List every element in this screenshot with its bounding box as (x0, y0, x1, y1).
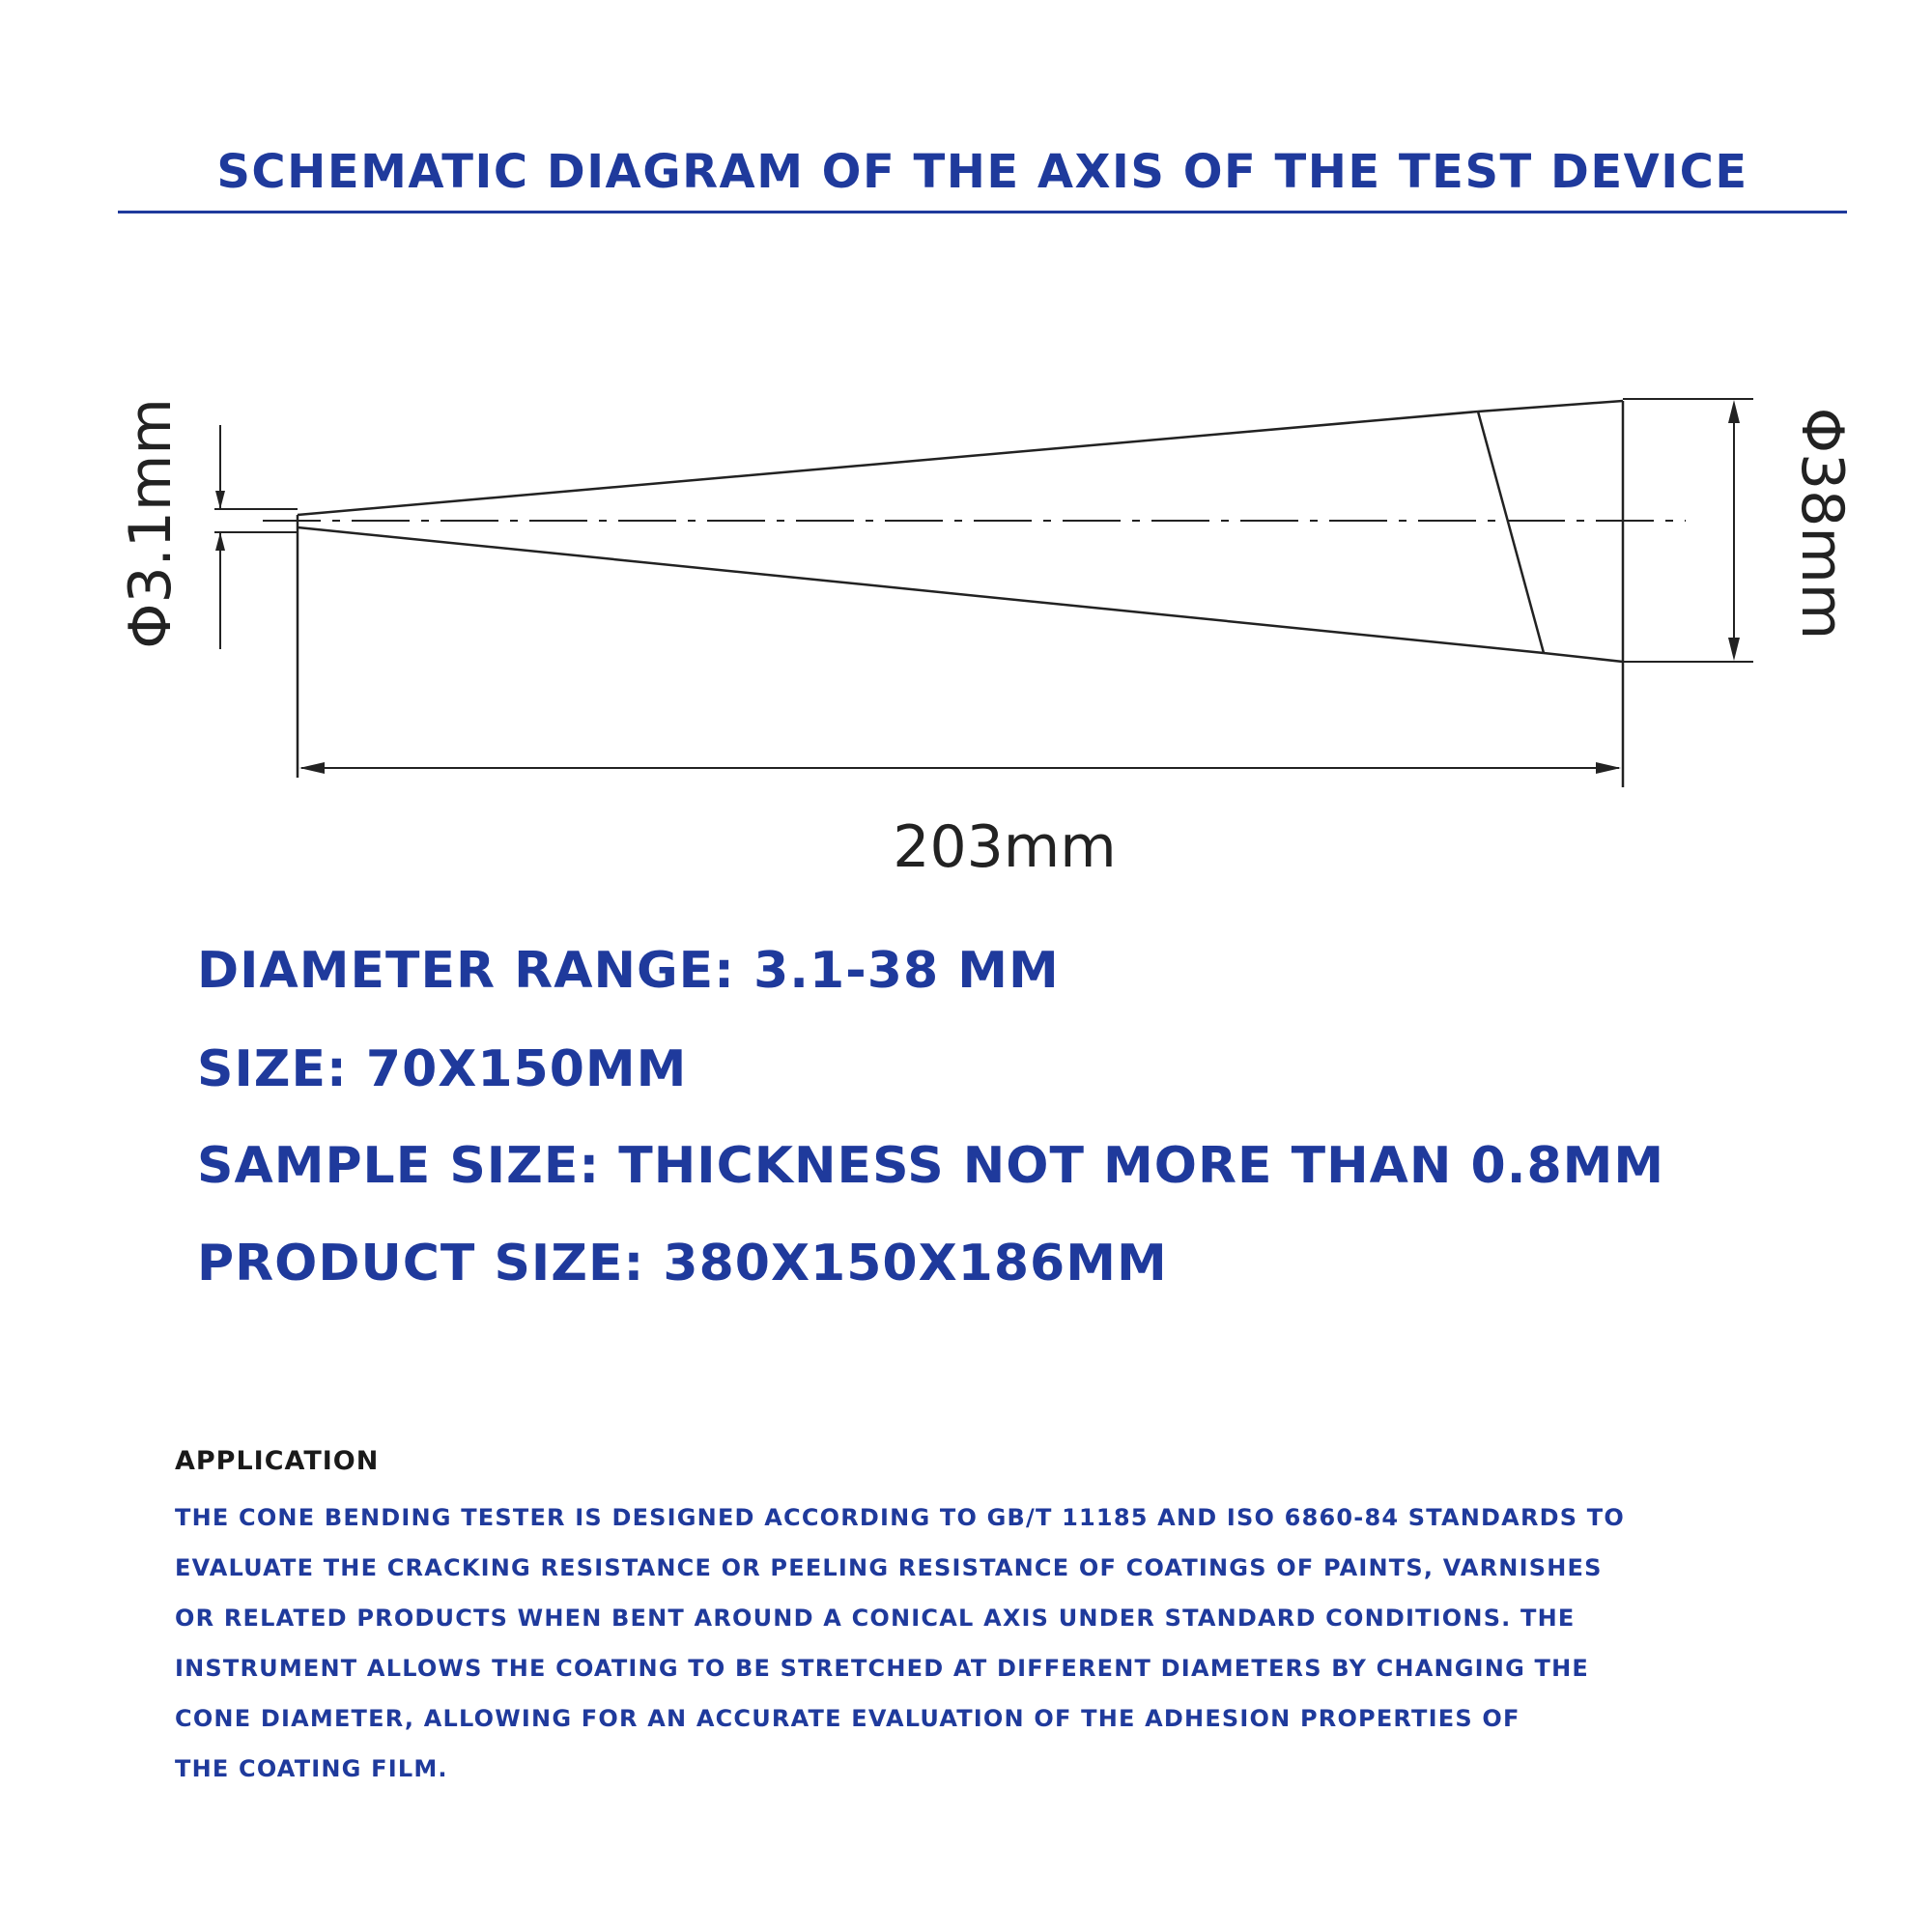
large-diameter-label: Φ38mm (1788, 407, 1856, 640)
large-dim-arrowhead-top (1728, 400, 1740, 423)
length-arrowhead-left (299, 762, 325, 774)
cone-top-edge (298, 412, 1478, 515)
application-line: THE COATING FILM. (175, 1755, 448, 1782)
length-arrowhead-right (1596, 762, 1621, 774)
application-line: EVALUATE THE CRACKING RESISTANCE OR PEELING RESISTANCE OF COATINGS OF PAINTS, VARNISHES (175, 1554, 1603, 1581)
cone-axis-diagram (0, 367, 1932, 889)
large-dim-arrowhead-bottom (1728, 638, 1740, 661)
cone-bevel-line (1478, 412, 1544, 653)
small-dim-arrowhead-top (215, 491, 225, 509)
application-line: OR RELATED PRODUCTS WHEN BENT AROUND A CONICAL AXIS UNDER STANDARD CONDITIONS. THE (175, 1605, 1576, 1632)
application-heading: APPLICATION (175, 1446, 380, 1476)
spec-size: SIZE: 70X150MM (197, 1040, 688, 1098)
small-dim-arrowhead-bottom (215, 532, 225, 551)
spec-product-size: PRODUCT SIZE: 380X150X186MM (197, 1235, 1168, 1293)
length-label: 203mm (893, 813, 1117, 881)
application-line: CONE DIAMETER, ALLOWING FOR AN ACCURATE EVALUATION OF THE ADHESION PROPERTIES OF (175, 1705, 1520, 1732)
small-diameter-label: Φ3.1mm (117, 398, 185, 649)
spec-diameter-range: DIAMETER RANGE: 3.1-38 MM (197, 942, 1060, 1000)
page-title: SCHEMATIC DIAGRAM OF THE AXIS OF THE TEST DEVICE (216, 145, 1748, 199)
application-line: THE CONE BENDING TESTER IS DESIGNED ACCORDING TO GB/T 11185 AND ISO 6860-84 STANDARDS TO (175, 1504, 1625, 1531)
spec-sample-size: SAMPLE SIZE: THICKNESS NOT MORE THAN 0.8MM (197, 1137, 1665, 1195)
application-line: INSTRUMENT ALLOWS THE COATING TO BE STRETCHED AT DIFFERENT DIAMETERS BY CHANGING THE (175, 1655, 1589, 1682)
cone-bottom-edge (298, 527, 1544, 653)
cone-bottom-edge-end (1544, 653, 1623, 662)
application-body (175, 1492, 1798, 1794)
title-underline (118, 211, 1847, 213)
cone-top-edge-end (1478, 401, 1623, 412)
